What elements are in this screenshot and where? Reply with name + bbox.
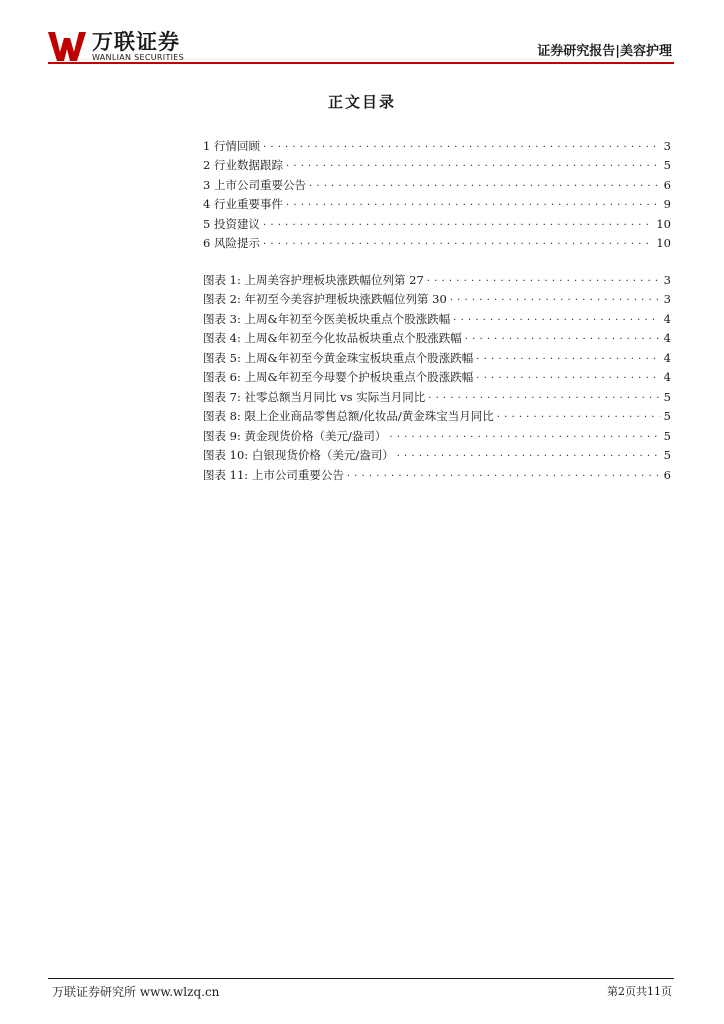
figure-entry-label: 图表 2: 年初至今美容护理板块涨跌幅位列第 30 xyxy=(203,292,447,306)
toc-entry[interactable] xyxy=(203,232,671,252)
dot-leader xyxy=(476,369,659,383)
figure-entry-page: 5 xyxy=(663,448,671,462)
figure-list xyxy=(203,268,671,483)
figure-entry-page: 5 xyxy=(663,389,671,404)
dot-leader xyxy=(453,311,659,325)
figure-entry-page: 4 xyxy=(663,370,671,384)
figure-entry[interactable] xyxy=(203,327,671,347)
figure-entry-label: 图表 10: 白银现货价格（美元/盎司） xyxy=(203,448,394,462)
figure-entry-page: 5 xyxy=(663,428,671,443)
dot-leader xyxy=(397,447,660,461)
figure-entry-label: 图表 4: 上周&年初至今化妆品板块重点个股涨跌幅 xyxy=(203,331,462,345)
page-number: 第2页共11页 xyxy=(607,985,672,998)
dot-leader xyxy=(465,330,660,344)
figure-entry-label: 图表 1: 上周美容护理板块涨跌幅位列第 27 xyxy=(203,272,424,287)
figure-entry-page: 4 xyxy=(663,350,671,365)
toc-entry[interactable] xyxy=(203,134,671,154)
table-of-contents xyxy=(203,134,671,483)
figure-entry-label: 图表 5: 上周&年初至今黄金珠宝板块重点个股涨跌幅 xyxy=(203,350,474,365)
dot-leader xyxy=(428,389,659,403)
dot-leader xyxy=(263,216,652,230)
dot-leader xyxy=(309,177,660,191)
page-header xyxy=(0,0,724,70)
figure-entry[interactable] xyxy=(203,288,671,308)
figure-entry-label: 图表 7: 社零总额当月同比 vs 实际当月同比 xyxy=(203,389,426,404)
figure-entry[interactable] xyxy=(203,346,671,366)
figure-entry-page: 3 xyxy=(663,292,671,306)
toc-entry[interactable] xyxy=(203,154,671,174)
toc-entry[interactable] xyxy=(203,173,671,193)
dot-leader xyxy=(497,408,660,422)
figure-entry-label: 图表 9: 黄金现货价格（美元/盎司） xyxy=(203,428,387,443)
dot-leader xyxy=(427,272,660,286)
toc-entry-page: 5 xyxy=(663,158,671,172)
toc-entry[interactable] xyxy=(203,193,671,213)
figure-entry[interactable] xyxy=(203,463,671,483)
figure-entry[interactable] xyxy=(203,444,671,464)
figure-entry[interactable] xyxy=(203,424,671,444)
toc-entry-page: 3 xyxy=(663,138,671,153)
dot-leader xyxy=(263,138,660,152)
figure-entry[interactable] xyxy=(203,366,671,386)
figure-entry-label: 图表 11: 上市公司重要公告 xyxy=(203,467,344,482)
dot-leader xyxy=(476,350,659,364)
toc-entry-label: 5 投资建议 xyxy=(203,216,260,231)
figure-entry-page: 5 xyxy=(663,409,671,423)
footer-source[interactable]: 万联证券研究所 www.wlzq.cn xyxy=(52,985,220,999)
toc-entry-label: 4 行业重要事件 xyxy=(203,197,283,211)
toc-entry-label: 1 行情回顾 xyxy=(203,138,260,153)
dot-leader xyxy=(286,157,660,171)
toc-entry[interactable] xyxy=(203,212,671,232)
figure-entry-page: 6 xyxy=(663,467,671,482)
dot-leader xyxy=(347,467,660,481)
figure-entry-page: 4 xyxy=(663,311,671,326)
dot-leader xyxy=(286,196,660,210)
toc-entry-label: 6 风险提示 xyxy=(203,236,260,250)
dot-leader xyxy=(450,291,660,305)
toc-entry-label: 2 行业数据跟踪 xyxy=(203,158,283,172)
figure-entry-label: 图表 8: 限上企业商品零售总额/化妆品/黄金珠宝当月同比 xyxy=(203,409,494,423)
figure-entry[interactable] xyxy=(203,385,671,405)
toc-entry-page: 6 xyxy=(663,177,671,192)
dot-leader xyxy=(389,428,659,442)
figure-entry-page: 3 xyxy=(663,272,671,287)
figure-entry[interactable] xyxy=(203,268,671,288)
figure-entry[interactable] xyxy=(203,307,671,327)
brand-name-cn: 万联证券 xyxy=(92,30,180,54)
report-type: 证券研究报告|美容护理 xyxy=(537,44,672,59)
toc-entry-page: 10 xyxy=(656,236,671,250)
footer-divider xyxy=(48,978,674,979)
figure-entry-page: 4 xyxy=(663,331,671,345)
figure-entry[interactable] xyxy=(203,405,671,425)
toc-entry-page: 9 xyxy=(663,197,671,211)
header-divider xyxy=(48,62,674,64)
toc-entry-page: 10 xyxy=(656,216,671,231)
section-gap xyxy=(203,251,671,268)
dot-leader xyxy=(263,235,652,249)
figure-entry-label: 图表 3: 上周&年初至今医美板块重点个股涨跌幅 xyxy=(203,311,451,326)
section-list xyxy=(203,134,671,251)
brand-name-en: WANLIAN SECURITIES xyxy=(92,53,185,62)
figure-entry-label: 图表 6: 上周&年初至今母婴个护板块重点个股涨跌幅 xyxy=(203,370,474,384)
wanlian-logo-icon xyxy=(48,30,86,62)
toc-entry-label: 3 上市公司重要公告 xyxy=(203,177,306,192)
toc-title: 正文目录 xyxy=(327,93,396,111)
